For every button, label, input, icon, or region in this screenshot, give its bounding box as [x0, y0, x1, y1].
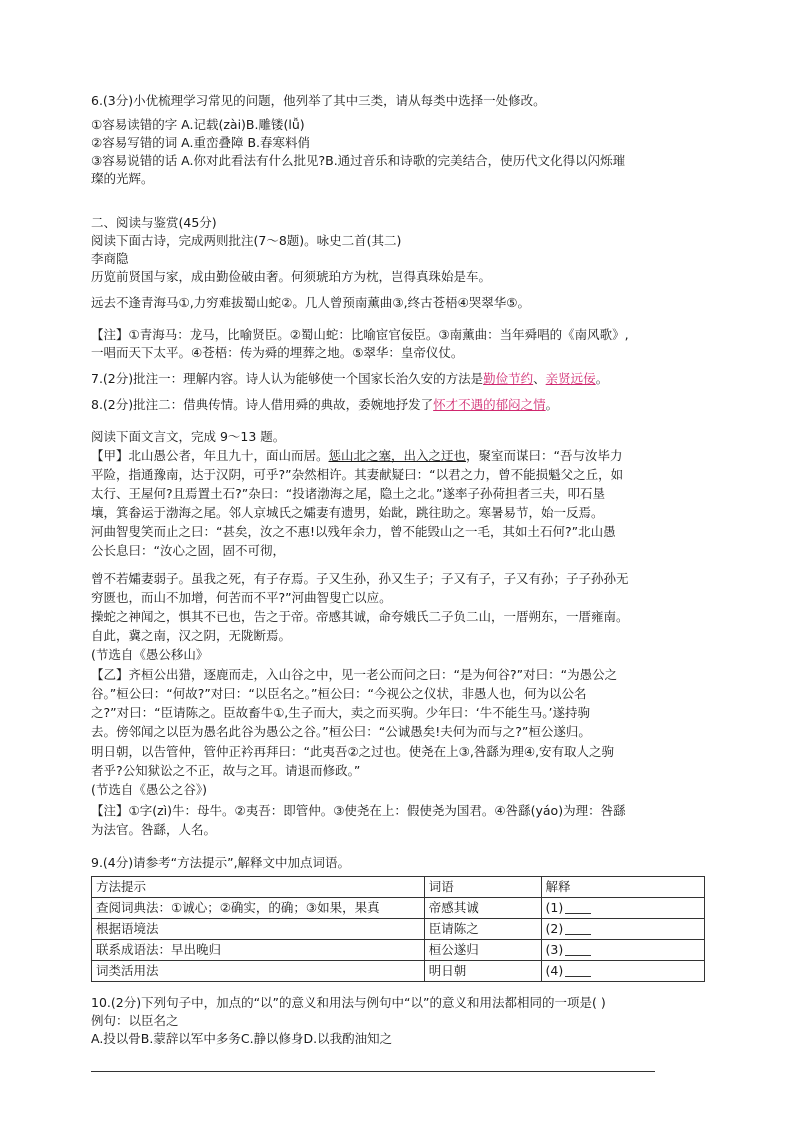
jia-source: (节选自《愚公移山》 [91, 647, 209, 662]
table-row [92, 961, 705, 982]
jia-underlined-sentence: 惩山北之塞，出入之迂也 [328, 448, 467, 463]
q7-prefix: 7.(2分)批注一：理解内容。诗人认为能够使一个国家长治久安的方法是 [91, 371, 484, 386]
q6-row-1: ①容易读错的字 A.记载(zài)B.雕镂(lǚ) [91, 117, 305, 132]
poem-line-1: 历览前贤国与家，成由勤俭破由奢。何须琥珀方为枕，岂得真珠始是车。 [91, 269, 492, 284]
word-cell: 明日朝 [424, 961, 541, 982]
yi-line-1: 【乙】齐桓公出猎，逐鹿而走，入山谷之中，见一老公而问之曰：“是为何谷?”对曰：“为愚公之 [91, 667, 618, 682]
yi-line-5: 明日朝，以告管仲，管仲正衿再拜曰：“此夷吾②之过也。使尧在上③,咎繇为理④,安有取人之驹 [91, 744, 615, 759]
header-method: 方法提示 [92, 877, 425, 898]
q6-stem: 6.(3分)小优梳理学习常见的问题，他列举了其中三类，请从每类中选择一处修改。 [91, 93, 546, 108]
method-cell: 查阅词典法：①诚心；②确实，的确；③如果，果真 [92, 898, 425, 919]
header-explanation: 解释 [541, 877, 704, 898]
jia-line-2: 平险，指通豫南，达于汉阴，可乎?”杂然相许。其妻献疑曰：“以君之力，曾不能损魁父之丘，如 [91, 467, 624, 482]
q8-answer: 怀才不遇的郁闷之情 [433, 397, 546, 412]
jia-line-1b: ，聚室而谋曰：“吾与汝毕力 [466, 448, 623, 463]
q10-options: A.投以骨B.蒙辞以军中多务C.静以修身D.以我酌油知之 [91, 1031, 393, 1046]
answer-cell[interactable] [541, 919, 704, 940]
table-header-row [92, 877, 705, 898]
q9-method-table [91, 876, 705, 982]
q7 [91, 370, 608, 388]
yi-line-4: 去。傍邻闻之以臣为愚名此谷为愚公之谷。”桓公曰：“公诚愚矣!夫何为而与之?”桓公遂归。 [91, 724, 591, 739]
section-2-heading: 二、阅读与鉴赏(45分) [91, 215, 217, 230]
header-word: 词语 [424, 877, 541, 898]
poem-intro: 阅读下面古诗，完成两则批注(7～8题)。咏史二首(其二) [91, 233, 402, 248]
table-row [92, 940, 705, 961]
q7-end: 。 [595, 371, 609, 386]
method-cell: 根据语境法 [92, 919, 425, 940]
q8-end: 。 [545, 397, 559, 412]
table-row [92, 898, 705, 919]
prose-intro: 阅读下面文言文，完成 9～13 题。 [91, 429, 286, 444]
q10-example: 例句：以臣名之 [91, 1013, 179, 1028]
answer-cell[interactable] [541, 940, 704, 961]
jia-line-7: 曾不若孀妻弱子。虽我之死，有子存焉。子又生孙，孙又生子；子又有子，子又有孙；子子孙孙无 [91, 571, 629, 586]
q6-row-3-cont: 璨的光辉。 [91, 171, 154, 186]
q7-sep: 、 [533, 371, 546, 386]
answer-blank[interactable] [565, 943, 591, 956]
q8-prefix: 8.(2分)批注二：借典传情。诗人借用舜的典故，委婉地抒发了 [91, 397, 434, 412]
poem-line-2: 远去不逢青海马①,力穷难拔蜀山蛇②。几人曾预南薰曲③,终古苍梧④哭翠华⑤。 [91, 295, 530, 310]
method-cell: 词类活用法 [92, 961, 425, 982]
method-cell: 联系成语法：早出晚归 [92, 940, 425, 961]
jia-line-6: 公长息曰：“汝心之固，固不可彻， [91, 543, 285, 558]
jia-line-10: 自此，冀之南，汉之阴，无陇断焉。 [91, 628, 292, 643]
q7-answer-2: 亲贤远佞 [545, 371, 596, 386]
jia-line-9: 操蛇之神闻之，惧其不已也，告之于帝。帝感其诚，命夸娥氏二子负二山，一厝朔东，一厝雍南。 [91, 609, 629, 624]
q9-stem: 9.(4分)请参考“方法提示”,解释文中加点词语。 [91, 855, 351, 870]
answer-cell[interactable] [541, 961, 704, 982]
jia-line-8: 穷匮也，而山不加增，何苦而不平?”河曲智叟亡以应。 [91, 590, 392, 605]
q8 [91, 396, 558, 414]
answer-number: (4) [545, 963, 564, 978]
q7-answer-1: 勤俭节约 [483, 371, 534, 386]
jia-line-3: 太行、王屋何?且焉置土石?”杂曰：“投诸渤海之尾，隐土之北。”遂率子孙荷担者三夫，叩石垦 [91, 486, 605, 501]
q10-stem: 10.(2分)下列句子中，加点的“以”的意义和用法与例句中“以”的意义和用法都相同的一项是( ) [91, 995, 606, 1010]
poem-note-1: 【注】①青海马：龙马，比喻贤臣。②蜀山蛇：比喻宦官佞臣。③南薰曲：当年舜唱的《南风歌》, [91, 327, 629, 342]
table-row [92, 919, 705, 940]
yi-line-2: 谷。”桓公曰：“何故?”对曰：“以臣名之。”桓公曰：“今视公之仪状，非愚人也，何为以公名 [91, 686, 587, 701]
yi-line-6: 者乎?公知狱讼之不正，故与之耳。请退而修政。” [91, 763, 361, 778]
poem-note-2: 一唱而天下太平。④苍梧：传为舜的埋葬之地。⑤翠华：皇帝仪仗。 [91, 345, 464, 360]
jia-line-5: 河曲智叟笑而止之曰：“甚矣，汝之不惠!以残年余力，曾不能毁山之一毛，其如土石何?”北山愚 [91, 524, 616, 539]
poem-author: 李商隐 [91, 251, 129, 266]
yi-source: (节选自《愚公之谷》) [91, 782, 208, 797]
q6-row-2: ②容易写错的词 A.重峦叠障 B.春寒料俏 [91, 135, 311, 150]
answer-number: (1) [545, 900, 564, 915]
answer-line-divider [91, 1071, 655, 1072]
q6-row-3: ③容易说错的话 A.你对此看法有什么批见?B.通过音乐和诗歌的完美结合，使历代文化得以闪烁璀 [91, 153, 626, 168]
answer-cell[interactable] [541, 898, 704, 919]
jia-line-1a: 【甲】北山愚公者，年且九十，面山而居。 [91, 448, 329, 463]
answer-blank[interactable] [565, 964, 591, 977]
word-cell: 臣请陈之 [424, 919, 541, 940]
yi-note-1: 【注】①字(zì)牛：母牛。②夷吾：即管仲。③使尧在上：假使尧为国君。④咎繇(yáo)为理：咎繇 [91, 803, 626, 818]
answer-blank[interactable] [565, 922, 591, 935]
word-cell: 桓公遂归 [424, 940, 541, 961]
word-cell: 帝感其诚 [424, 898, 541, 919]
answer-number: (2) [545, 921, 564, 936]
answer-blank[interactable] [565, 901, 591, 914]
answer-number: (3) [545, 942, 564, 957]
jia-line-1 [91, 447, 623, 465]
jia-line-4: 壤，箕畚运于渤海之尾。邻人京城氏之孀妻有遗男，始龀，跳往助之。寒暑易节，始一反焉。 [91, 505, 604, 520]
yi-line-3: 之?”对曰：“臣请陈之。臣故畜牛①,生子而大，卖之而买驹。少年曰：‘牛不能生马。’遂持驹 [91, 705, 590, 720]
yi-note-2: 为法官。咎繇，人名。 [91, 822, 217, 837]
